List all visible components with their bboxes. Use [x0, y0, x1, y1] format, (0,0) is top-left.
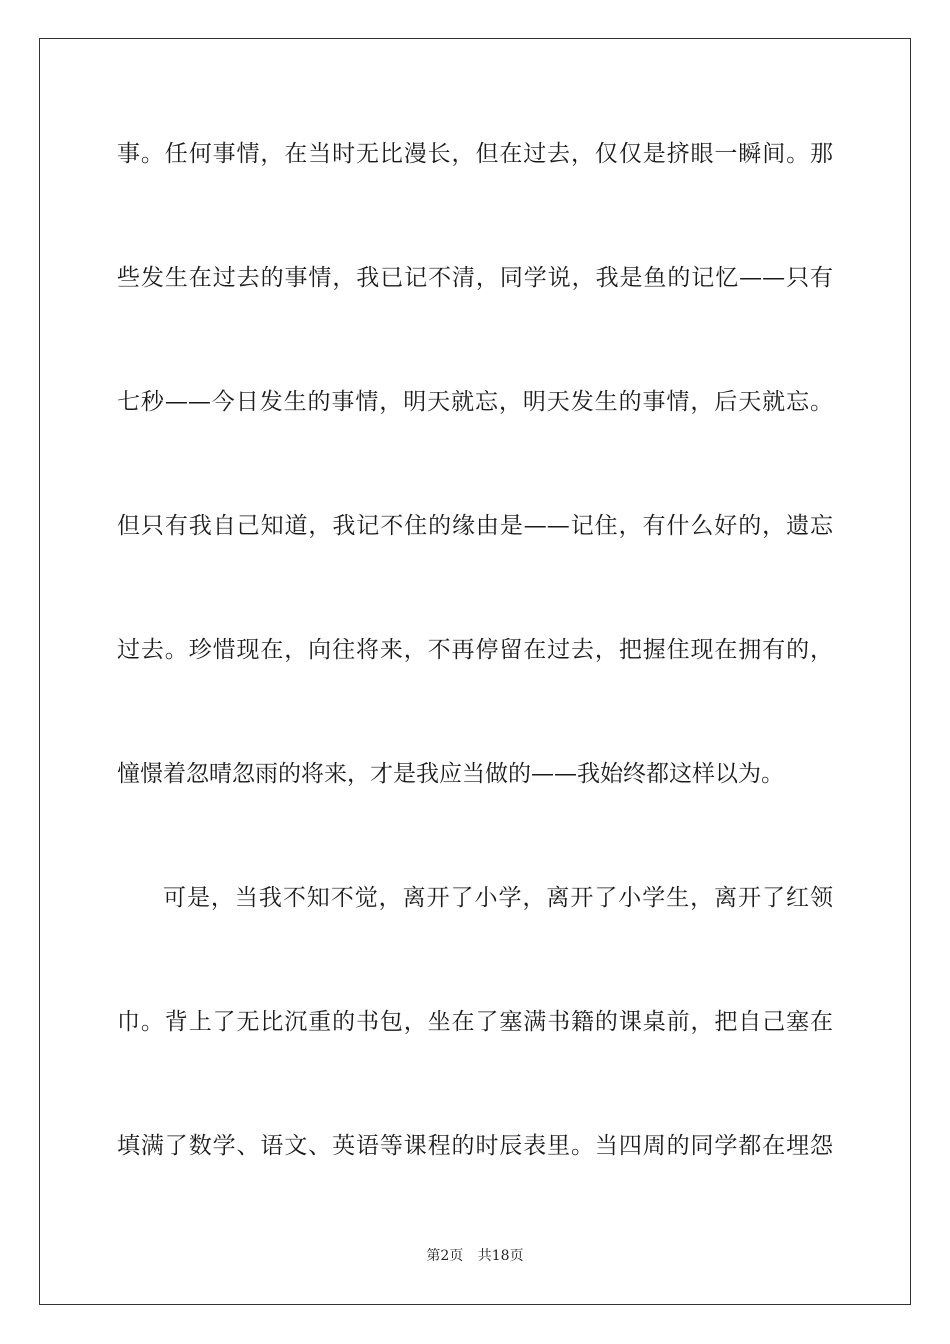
page-total: 共18页	[477, 1248, 524, 1264]
paragraph-line: 可是，当我不知不觉，离开了小学，离开了小学生，离开了红领	[163, 885, 833, 911]
paragraph-line: 过去。珍惜现在，向往将来，不再停留在过去，把握住现在拥有的，	[117, 637, 833, 663]
paragraph-line: 事。任何事情，在当时无比漫长，但在过去，仅仅是挤眼一瞬间。那	[117, 141, 833, 167]
page-footer	[0, 1247, 950, 1265]
page-border	[39, 38, 911, 1305]
paragraph-line: 憧憬着忽晴忽雨的将来，才是我应当做的——我始终都这样以为。	[117, 761, 784, 787]
paragraph-line: 七秒——今日发生的事情，明天就忘，明天发生的事情，后天就忘。	[117, 389, 833, 415]
paragraph-line: 巾。背上了无比沉重的书包，坐在了塞满书籍的课桌前，把自己塞在	[117, 1009, 833, 1035]
page-number: 第2页	[426, 1248, 464, 1264]
paragraph-line: 填满了数学、语文、英语等课程的时辰表里。当四周的同学都在埋怨	[117, 1133, 833, 1159]
paragraph-line: 但只有我自己知道，我记不住的缘由是——记住，有什么好的，遗忘	[117, 513, 833, 539]
paragraph-line: 些发生在过去的事情，我已记不清，同学说，我是鱼的记忆——只有	[117, 265, 833, 291]
